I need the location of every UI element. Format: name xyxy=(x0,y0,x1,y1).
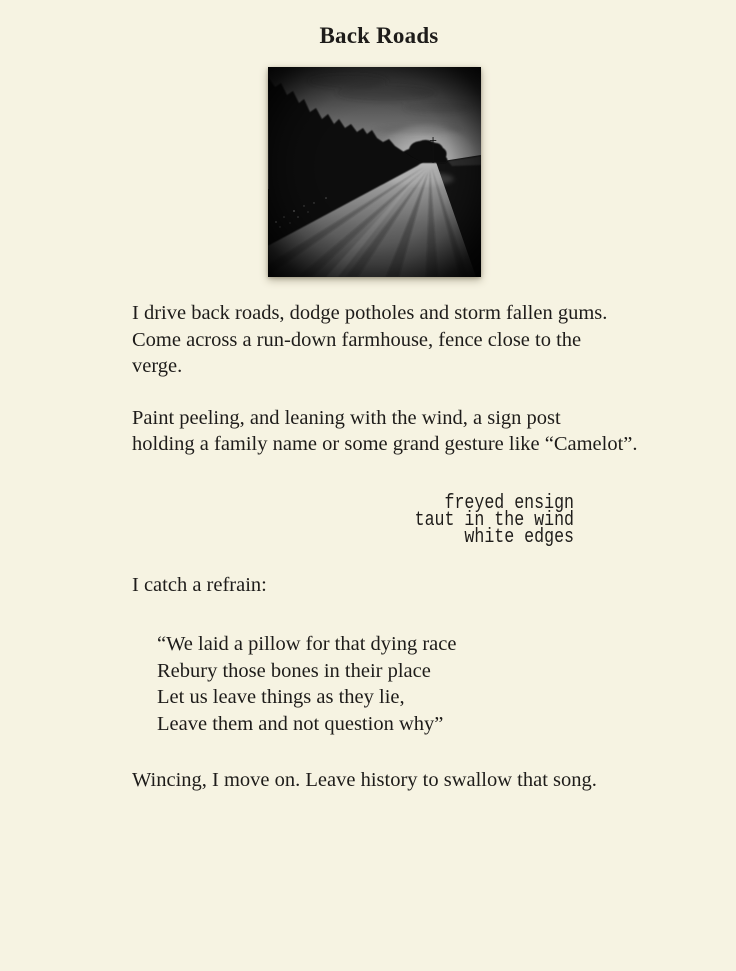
poem-page xyxy=(0,21,736,794)
refrain-intro: I catch a refrain: xyxy=(132,573,267,596)
refrain-line: Leave them and not question why” xyxy=(157,712,444,735)
stanza-2 xyxy=(132,405,736,458)
refrain-stanza xyxy=(132,631,736,737)
refrain-line: Rebury those bones in their place xyxy=(157,659,431,682)
poem-line: Come across a run-down farmhouse, fence close to the xyxy=(132,328,582,351)
haiku-line: freyed ensign xyxy=(444,491,574,515)
road-photo xyxy=(268,67,481,277)
haiku-stanza xyxy=(207,491,574,549)
haiku-line: white edges xyxy=(464,525,574,549)
poem-body xyxy=(132,300,736,794)
haiku-line: taut in the wind xyxy=(414,508,574,532)
stanza-1 xyxy=(132,300,736,380)
refrain-line: “We laid a pillow for that dying race xyxy=(157,633,457,655)
poem-line: I drive back roads, dodge potholes and storm fallen gums. xyxy=(132,302,608,324)
poem-line: Paint peeling, and leaning with the wind, a sign post xyxy=(132,406,561,429)
closing-line: Wincing, I move on. Leave history to swallow that song. xyxy=(132,769,597,791)
poem-line: verge. xyxy=(132,355,183,377)
poem-title: Back Roads xyxy=(319,23,439,48)
refrain-line: Let us leave things as they lie, xyxy=(157,686,405,708)
poem-line: holding a family name or some grand gesture like “Camelot”. xyxy=(132,433,638,455)
road-photo-image xyxy=(268,67,481,277)
